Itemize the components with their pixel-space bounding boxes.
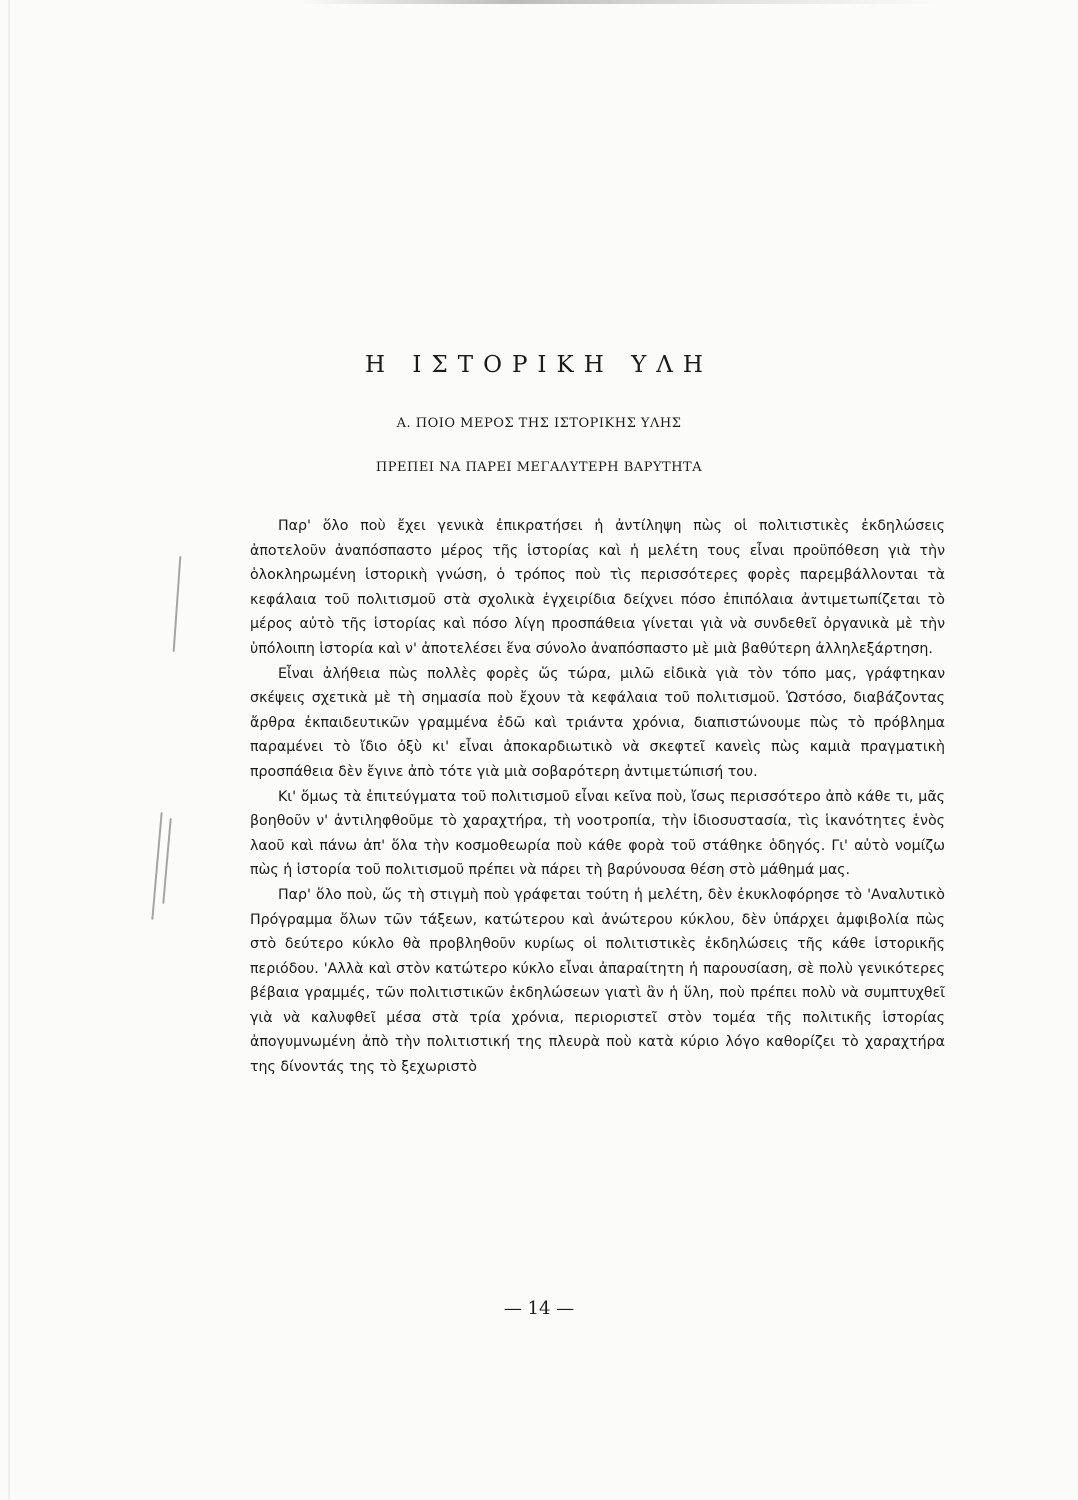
section-heading-line-1: Α. ΠΟΙΟ ΜΕΡΟΣ ΤΗΣ ΙΣΤΟΡΙΚΗΣ ΥΛΗΣ: [396, 416, 682, 431]
scan-top-edge: [300, 0, 940, 4]
margin-pencil-mark: [162, 818, 171, 904]
scan-left-edge: [8, 0, 10, 1500]
page-title: Η ΙΣΤΟΡΙΚΗ ΥΛΗ: [365, 352, 713, 378]
paragraph: Παρ' ὅλο ποὺ ἔχει γενικὰ ἐπικρατήσει ἡ ἀντίληψη πὼς οἱ πολιτιστικὲς ἐκδηλώσεις ἀποτελοῦν ἀναπόσπαστο μέρος τῆς ἱστορίας καὶ ἡ μελέτη τους εἶναι προϋπόθεση γιὰ τὴν ὁλοκληρωμένη ἱστορικὴ γνώση, ὁ τρόπος ποὺ τὶς περισσότερες φορὲς παρεμβάλλονται τὰ κεφάλαια τοῦ πολιτισμοῦ στὰ σχολικὰ ἐγχειρίδια δείχνει πόσο ἐπιπόλαια ἀντιμετωπίζεται τὸ μέρος αὐτὸ τῆς ἱστορίας καὶ πόσο λίγη προσπάθεια γίνεται γιὰ νὰ συνδεθεῖ ὀργανικὰ μὲ τὴν ὑπόλοιπη ἱστορία καὶ ν' ἀποτελέσει ἕνα σύνολο ἀναπόσπαστο μὲ μιὰ βαθύτερη ἀλληλεξάρτηση.: [250, 518, 945, 657]
paragraph: Παρ' ὅλο ποὺ, ὥς τὴ στιγμὴ ποὺ γράφεται τούτη ἡ μελέτη, δὲν ἐκυκλοφόρησε τὸ 'Αναλυτικὸ Πρόγραμμα ὅλων τῶν τάξεων, κατώτερου καὶ ἀνώτερου κύκλου, δὲν ὑπάρχει ἀμφιβολία πὼς στὸ δεύτερο κύκλο θὰ προβληθοῦν κυρίως οἱ πολιτιστικὲς ἐκδηλώσεις τῆς κάθε ἱστορικῆς περιόδου. 'Αλλὰ καὶ στὸν κατώτερο κύκλο εἶναι ἀπαραίτητη ἡ παρουσίαση, σὲ πολὺ γενικότερες βέβαια γραμμές, τῶν πολιτιστικῶν ἐκδηλώσεων γιατὶ ἂν ἡ ὕλη, ποὺ πρέπει πολὺ νὰ συμπτυχθεῖ γιὰ νὰ καλυφθεῖ μέσα στὰ τρία χρόνια, περιοριστεῖ στὸν τομέα τῆς πολιτικῆς ἱστορίας ἀπογυμνωμένη ἀπὸ τὴν πολιτιστική της πλευρὰ ποὺ κατὰ κύριο λόγο καθορίζει τὸ χαραχτήρα της δίνοντάς της τὸ ξεχωριστὸ: [250, 886, 945, 1076]
section-heading-line-2: ΠΡΕΠΕΙ ΝΑ ΠΑΡΕΙ ΜΕΓΑΛΥΤΕΡΗ ΒΑΡΥΤΗΤΑ: [375, 460, 703, 475]
margin-pencil-mark: [151, 812, 162, 920]
body-text: [250, 514, 945, 1080]
page-number: — 14 —: [503, 1298, 575, 1319]
paragraph: Κι' ὅμως τὰ ἐπιτεύγματα τοῦ πολιτισμοῦ εἶναι κεῖνα ποὺ, ἴσως περισσότερο ἀπὸ κάθε τι, μᾶς βοηθοῦν ν' ἀντιληφθοῦμε τὸ χαραχτήρα, τὴ νοοτροπία, τὴν ἰδιοσυστασία, τὶς ἱκανότητες ἑνὸς λαοῦ καὶ πάνω ἀπ' ὅλα τὴν κοσμοθεωρία ποὺ κάθε φορὰ τοῦ στάθηκε ὁδηγός. Γι' αὐτὸ νομίζω πὼς ἡ ἱστορία τοῦ πολιτισμοῦ πρέπει νὰ πάρει τὴ βαρύνουσα θέση στὸ μάθημά μας.: [250, 788, 945, 879]
margin-pencil-mark: [173, 556, 182, 652]
paragraph: Εἶναι ἀλήθεια πὼς πολλὲς φορὲς ὥς τώρα, μιλῶ εἰδικὰ γιὰ τὸν τόπο μας, γράφτηκαν σκέψεις σχετικὰ μὲ τὴ σημασία ποὺ ἔχουν τὰ κεφάλαια τοῦ πολιτισμοῦ. Ὡστόσο, διαβάζοντας ἄρθρα ἐκπαιδευτικῶν γραμμένα ἐδῶ καὶ τριάντα χρόνια, διαπιστώνουμε πὼς τὸ πρόβλημα παραμένει τὸ ἴδιο ὀξὺ κι' εἶναι ἀποκαρδιωτικὸ νὰ σκεφτεῖ κανεὶς πὼς καμιὰ πραγματικὴ προσπάθεια δὲν ἔγινε ἀπὸ τότε γιὰ μιὰ σοβαρότερη ἀντιμετώπισή του.: [250, 665, 945, 780]
